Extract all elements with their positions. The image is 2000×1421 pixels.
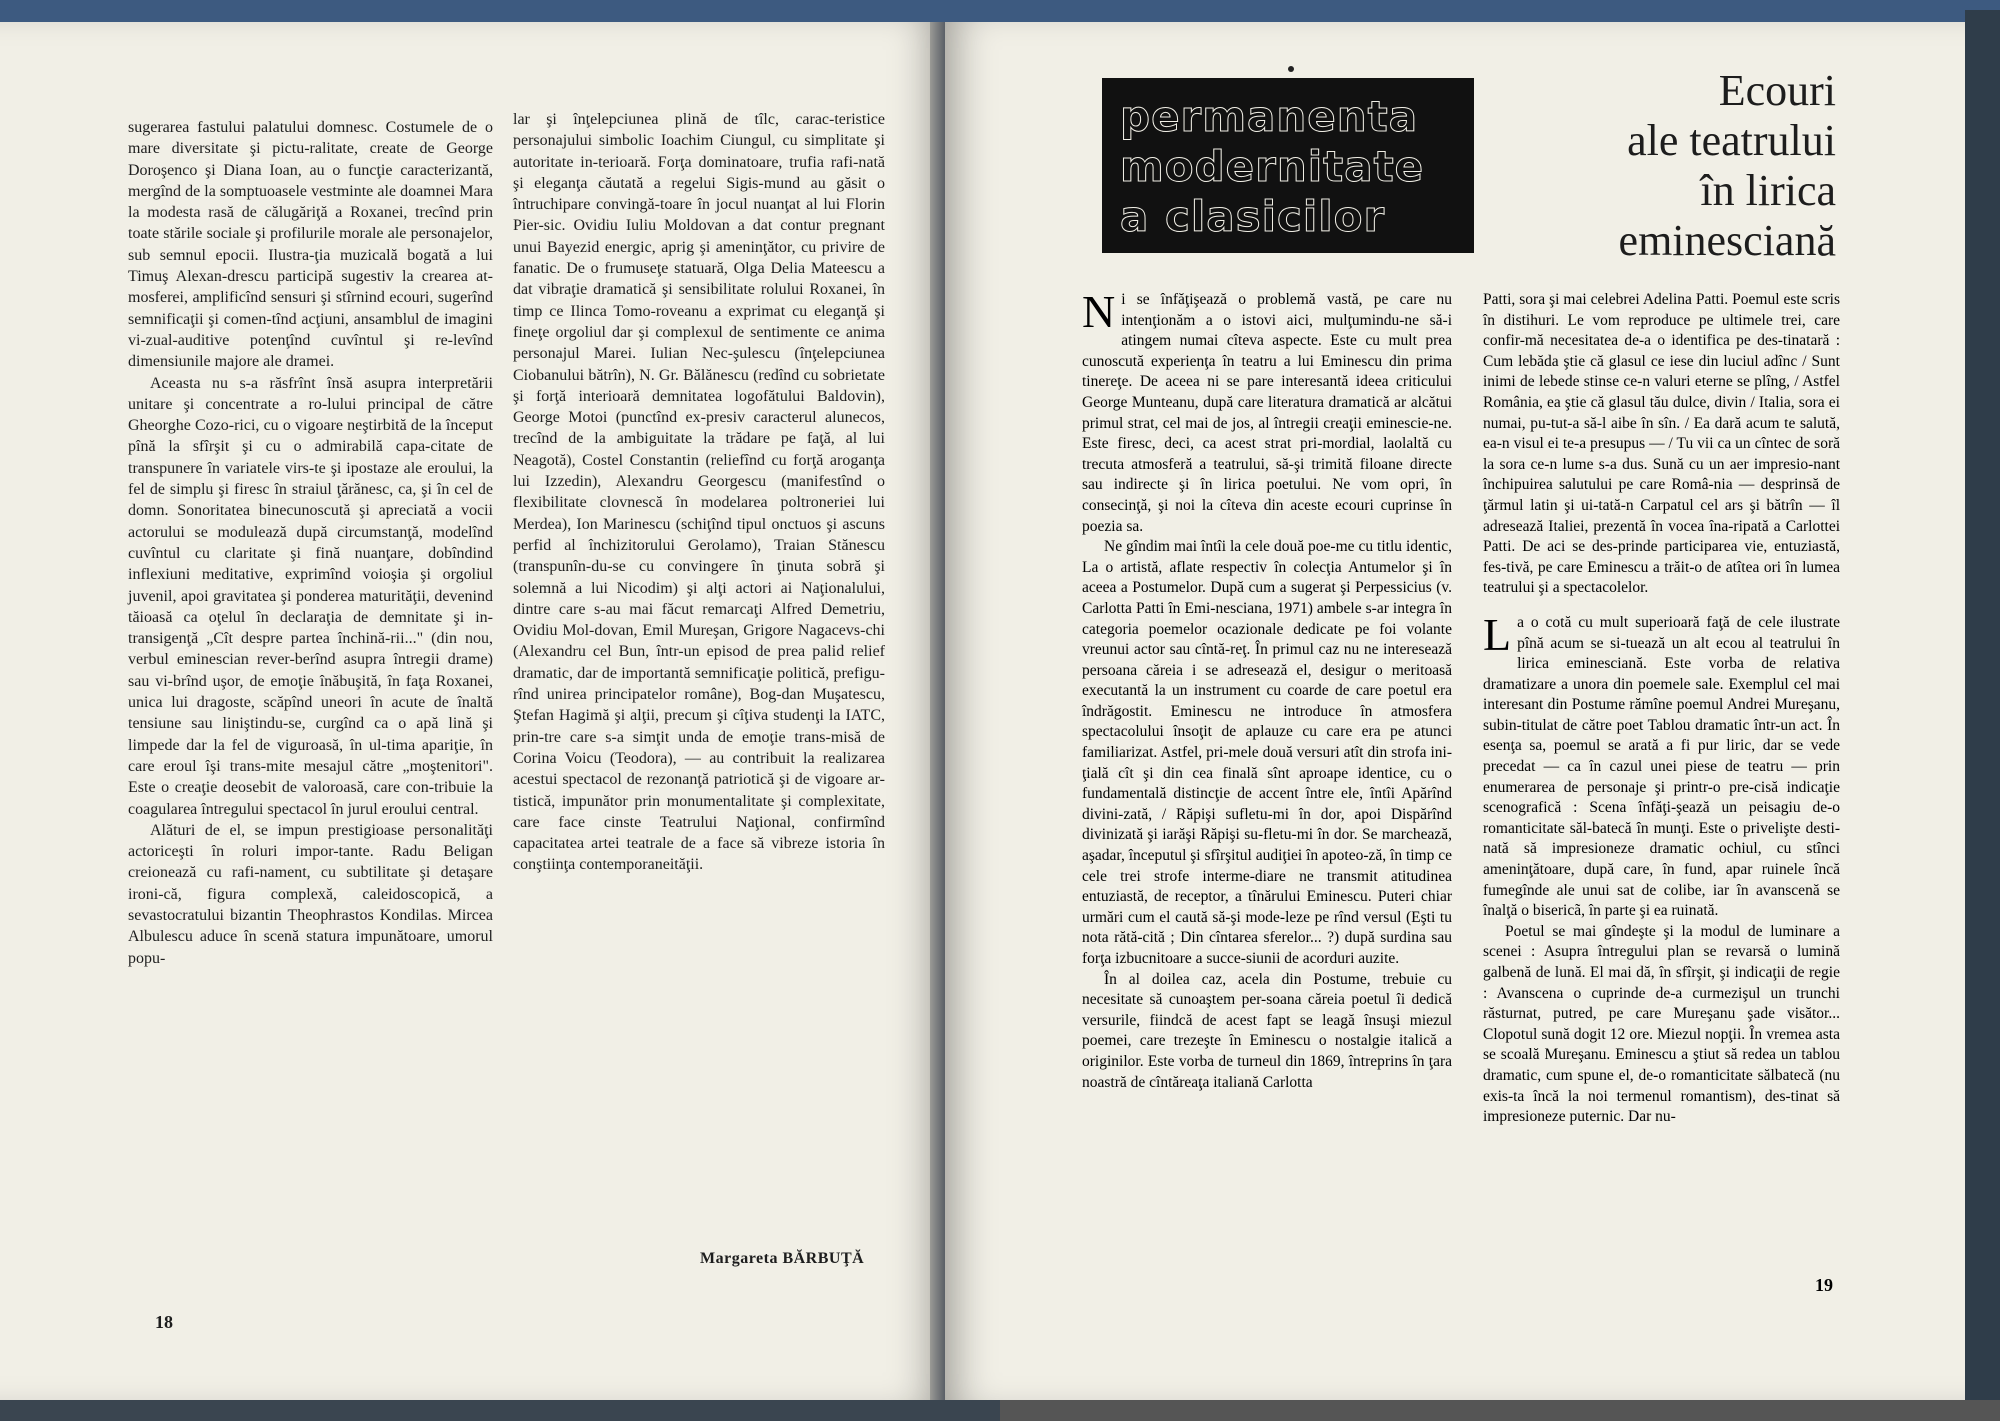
ornament-dot: [1288, 66, 1294, 72]
paragraph-text: i se înfăţişează o problemă vastă, pe care nu intenţionăm a o istovi aici, mulţumindu-ne să-i atingem numai cîteva aspecte. Este cu mult prea cunoscută experienţa în teatru a lui Eminescu din prima tinereţe. De aceea ni se pare interesantă ideea criticului George Munteanu, după care literatura dramatică ar alcătui primul strat, cel mai de jos, al întregii creaţii eminescie-ne. Este firesc, deci, ca acest strat pri-mordial, laolaltă cu trecuta atmosferă a teatrului, să-şi trimită filoane directe sau indirecte şi în lirica poetului. Ne vom opri, în consecinţă, şi noi la cîteva din aceste ecouri cuprinse în poezia sa.: [1082, 291, 1452, 535]
paragraph: Poetul se mai gîndeşte şi la modul de luminare a scenei : Asupra întregului plan se revarsă o lumină galbenă de lună. El mai dă, în sfîrşit, şi indicaţii de regie : Avanscena o cuprinde de-a curmezişul un trunchi răsturnat, putred, pe care Mureşanu şade visător... Clopotul sună dogit 12 ore. Miezul nopţii. În vremea asta se scoală Mureşanu. Eminescu a ştiut să redea un tablou dramatic, cum spune el, de-o romanticitate sălbatecă (nu exis-ta încă la noi termenul romantism), des-tinat să impresioneze puternic. Dar nu-: [1483, 922, 1840, 1126]
left-column-2: [513, 109, 885, 876]
article-title: [1490, 66, 1836, 266]
paragraph: Patti, sora şi mai celebrei Adelina Patti. Poemul este scris în distihuri. Le vom reproduce pe ultimele trei, care confir-mă necesitatea de-a o identifica pe des-tinatară : Cum lebăda ştie că glasul ce iese din luciul adînc / Sunt inimi de lebede stinse ce-n valuri eterne se plîng, / Astfel România, ea ştie că glasul tău dulce, divin / Italia, sora ei numai, pu-tut-a să-l aibe în sîn. / Ea dară acum te salută, ea-n visul ei te-a presupus — / Tu vii ca un cîntec de soră la sora ce-n lume s-a dus. Sună cu un aer impresio-nant închipuirea salutului pe care Româ-nia — desprinsă de ţărmul latin şi ui-tată-n Carpatul cel ars şi bătrîn — îl adresează Italiei, prezentă în vocea îna-ripată a Carlottei Patti. De aci se des-prinde participarea vie, entuziastă, fes-tivă, pe care Eminescu a trăit-o de atîtea ori în lumea teatrului şi a spectacolelor.: [1483, 291, 1840, 597]
page-number: 18: [155, 1312, 173, 1332]
paragraph: Alături de el, se impun prestigioase personalităţi actoriceşti în roluri impor-tante. Radu Beligan creionează cu rafi-nament, cu subtilitate şi detaşare ironi-că, figura complexă, caleidoscopică, a sevastocratului bizantin Theophrastos Kondilas. Mircea Albulescu aduce în scenă statura impunătoare, umorul popu-: [128, 821, 493, 967]
author-signature: Margareta BĂRBUŢĂ: [700, 1250, 865, 1267]
paragraph: Aceasta nu s-a răsfrînt însă asupra interpretării unitare şi concentrate a ro-lului principal de către Gheorghe Cozo-rici, cu o vigoare neştirbită de la început pînă la sfîrşit şi cu o admirabilă capa-citate de transpunere în variatele virs-te şi ipostaze ale eroului, la fel de simplu şi firesc în straiul ţărănesc, ca, şi în cel de domn. Sonoritatea binecunoscută şi apreciată a vocii actorului se modulează după circumstanţă, modelînd cuvîntul cu claritate şi fină nuanţare, dobîndind inflexiuni meditative, exprimînd voioşia şi orgoliul juvenil, apoi gravitatea şi ponderea maturităţii, devenind tăioasă ca oţelul în declaraţia de demnitate şi in-transigenţă „Cît despre partea închină-rii..." (din nou, verbul eminescian rever-berînd asupra întregii drame) sau vi-brînd uşor, de emoţie înăbuşită, în faţa Roxanei, unica lui dragoste, scăpînd uneori în acute de înaltă tensiune sau liniştindu-se, curgînd ca o apă lină şi limpede dar la fel de viguroasă, în ul-tima apariţie, în care eroul îşi trans-mite mesajul către „moştenitori". Este o creaţie deosebit de valoroasă, care con-tribuie la coagularea întregului spectacol în jurul eroului central.: [128, 374, 493, 818]
paragraph: sugerarea fastului palatului domnesc. Costumele de o mare diversitate şi pictu-ralitate, create de George Doroşenco şi Diana Ioan, au o funcţie caracterizantă, mergînd de la somptuoasele vestminte ale doamnei Mara la modesta rasă de călugăriţă a Roxanei, trecînd prin toate stările sociale şi profilurile morale ale personajelor, sub semnul epocii. Ilustra-ţia muzicală bogată a lui Timuş Alexan-drescu participă sugestiv la crearea at-mosferei, amplificînd sensuri şi stîrnind ecouri, sugerînd semnificaţii şi comen-tînd acţiuni, ansamblul de imagini vi-zual-auditive potenţînd cuvîntul şi re-levînd dimensiunile majore ale dramei.: [128, 119, 493, 371]
drop-cap: L: [1483, 608, 1512, 660]
right-column-2: [1483, 290, 1840, 1128]
paragraph: lar şi înţelepciunea plină de tîlc, carac-teristice personajului simbolic Ioachim Ciungul, cu simplitate şi autoritate in-terioară. Forţa dominatoare, trufia rafi-nată şi eleganţa căutată a regelui Sigis-mund au găsit o întruchipare convingă-toare în jocul nuanţat al lui Florin Pier-sic. Ovidiu Iuliu Moldovan a dat contur pregnant unui Bayezid energic, aprig şi ameninţător, cu privire de fanatic. De o frumuseţe statuară, Olga Delia Mateescu a dat vibraţie dramatică şi sensibilitate rolului Roxanei, în timp ce Ilinca Tomo-roveanu a exprimat cu eleganţă şi fineţe orgoliul dar şi complexul de sentimente ce anima personajul Marei. Iulian Nec-şulescu (înţelepciunea Ciobanului bătrîn), N. Gr. Bălănescu (redînd cu sobrietate şi forţă interioară demnitatea logofătului Baldovin), George Motoi (punctînd ex-presiv caracterul alunecos, trecînd de la ambiguitate la trădare pe faţă, al lui Neagotă), Costel Constantin (reliefînd cu forţă aroganţa lui Izzedin), Alexandru Georgescu (manifestînd o flexibilitate clovnescă în modelarea poltroneriei lui Merdea), Ion Marinescu (schiţînd tipul onctuos şi ascuns perfid al închizitorului Gerolamo), Traian Stănescu (transpunîn-du-se cu convingere în ţinuta sobră şi solemnă a lui Nicodim) şi alţi actori ai Naţionalului, dintre care s-au mai făcut remarcaţi Alfred Demetriu, Ovidiu Mol-dovan, Emil Mureşan, Grigore Nagacevs-chi (Alexandru cel Bun, într-un episod de prea palid relief dramatic, dar de importantă semnificaţie politică, prefigu-rînd unirea principatelor române), Bog-dan Muşatescu, Ştefan Hagimă şi alţii, precum şi cîţiva studenţi la IATC, prin-tre care s-a simţit unda de emoţie trans-misă de Corina Voicu (Teodora), — au contribuit la realizarea acestui spectacol de rezonanţă patriotică şi de vigoare ar-tistică, impunător prin monumentalitate şi complexitate, care face cinste Teatrului Naţional, confirmînd capacitatea artei teatrale de a face să vibreze istoria în conştiinţa contemporaneităţii.: [513, 111, 885, 874]
title-line: ale teatrului: [1627, 116, 1836, 165]
paragraph: Ne gîndim mai întîi la cele două poe-me cu titlu identic, La o artistă, aflate respectiv în colecţia Antumelor şi în aceea a Postumelor. După cum a sugerat şi Perpessicius (v. Carlotta Patti în Emi-nesciana, 1971) ambele s-ar integra în categoria poemelor ocazionale dedicate pe foi volante vreunui actor sau cîntă-reţ. În primul caz nu ne interesează persoana căreia i se adresează el, desigur o meritoasă executantă la un instrument cu coarde de care poetul era îndrăgostit. Eminescu ne introduce în atmosfera spectacolului însoţit de aplauze cu care era pe atunci familiarizat. Astfel, pri-mele două versuri atît din strofa ini-ţială cît şi din cea finală sînt aproape identice, cu o fundamentală distincţie de accent între ele, întîi Apărînd divini-zată, / Răpişi sufletu-mi în dor, apoi Dispărînd divinizată şi iarăşi Răpişi su-fletu-mi în dor. Se marchează, aşadar, începutul şi sfîrşitul audiţiei în apoteo-ză, în timp ce cele trei strofe interme-diare ne transmit atitudinea entuziastă, de receptor, a tînărului Eminescu. Puteri chiar urmări cum el caută să-şi mode-leze pe rînd versul (Eşti tu nota rătă-cită ; Din cîntarea sferelor... ?) după surdina sau forţa izbucnitoare a succe-siunii de acorduri auzite.: [1082, 538, 1452, 967]
paragraph: [1483, 608, 1840, 922]
paragraph: În al doilea caz, acela din Postume, trebuie cu necesitate să cunoaştem per-soana căreia poetul îi dedică versurile, fiindcă de acest fapt se leagă însuşi miezul poemei, care trezeşte în Eminescu o nostalgie italică a originilor. Este vorba de turneul din 1869, întreprins în ţara noastră de cîntăreaţa italiană Carlotta: [1082, 970, 1452, 1091]
paragraph-text: a o cotă cu mult superioară faţă de cele ilustrate pînă acum se si-tuează un alt ecou al teatrului în lirica eminesciană. Este vorba de relativa dramatizare a unora din poemele sale. Exemplul cel mai interesant din Postume rămîne poemul Andrei Mureşanu, subin-titulat de către poet Tablou dramatic într-un act. În esenţa sa, poemul se arată a fi pur liric, dar se vede precedat — ca în cazul unei piese de teatru — prin enumerarea de personaje şi printr-o pre-cisă indicaţie scenografică : Scena înfăţi-şează un peisagiu de-o romanticitate săl-batecă în munţi. Este o privelişte desti-nată să impresioneze dramatic ochiul, cu stînci ameninţătoare, după care, în fund, apar ruinele încă fumegînde ale unui sat de colibe, iar în avanscenă se înalţă o bisericã, în parte şi ea ruinată.: [1483, 613, 1840, 920]
drop-cap: N: [1082, 286, 1116, 337]
banner-line: permanenta: [1120, 92, 1419, 141]
section-banner: [1102, 78, 1474, 253]
title-line: în lirica: [1700, 166, 1836, 215]
banner-line: a clasicilor: [1120, 192, 1386, 241]
title-line: Ecouri: [1718, 66, 1836, 115]
banner-line: modernitate: [1120, 142, 1425, 191]
right-column-1: [1082, 286, 1452, 1093]
paragraph: [1082, 286, 1452, 537]
book-edge: [1965, 10, 2000, 1400]
title-line: eminesciană: [1618, 216, 1836, 265]
left-page: [0, 22, 940, 1400]
left-column-1: [128, 117, 493, 969]
page-number: 19: [1815, 1275, 1833, 1295]
